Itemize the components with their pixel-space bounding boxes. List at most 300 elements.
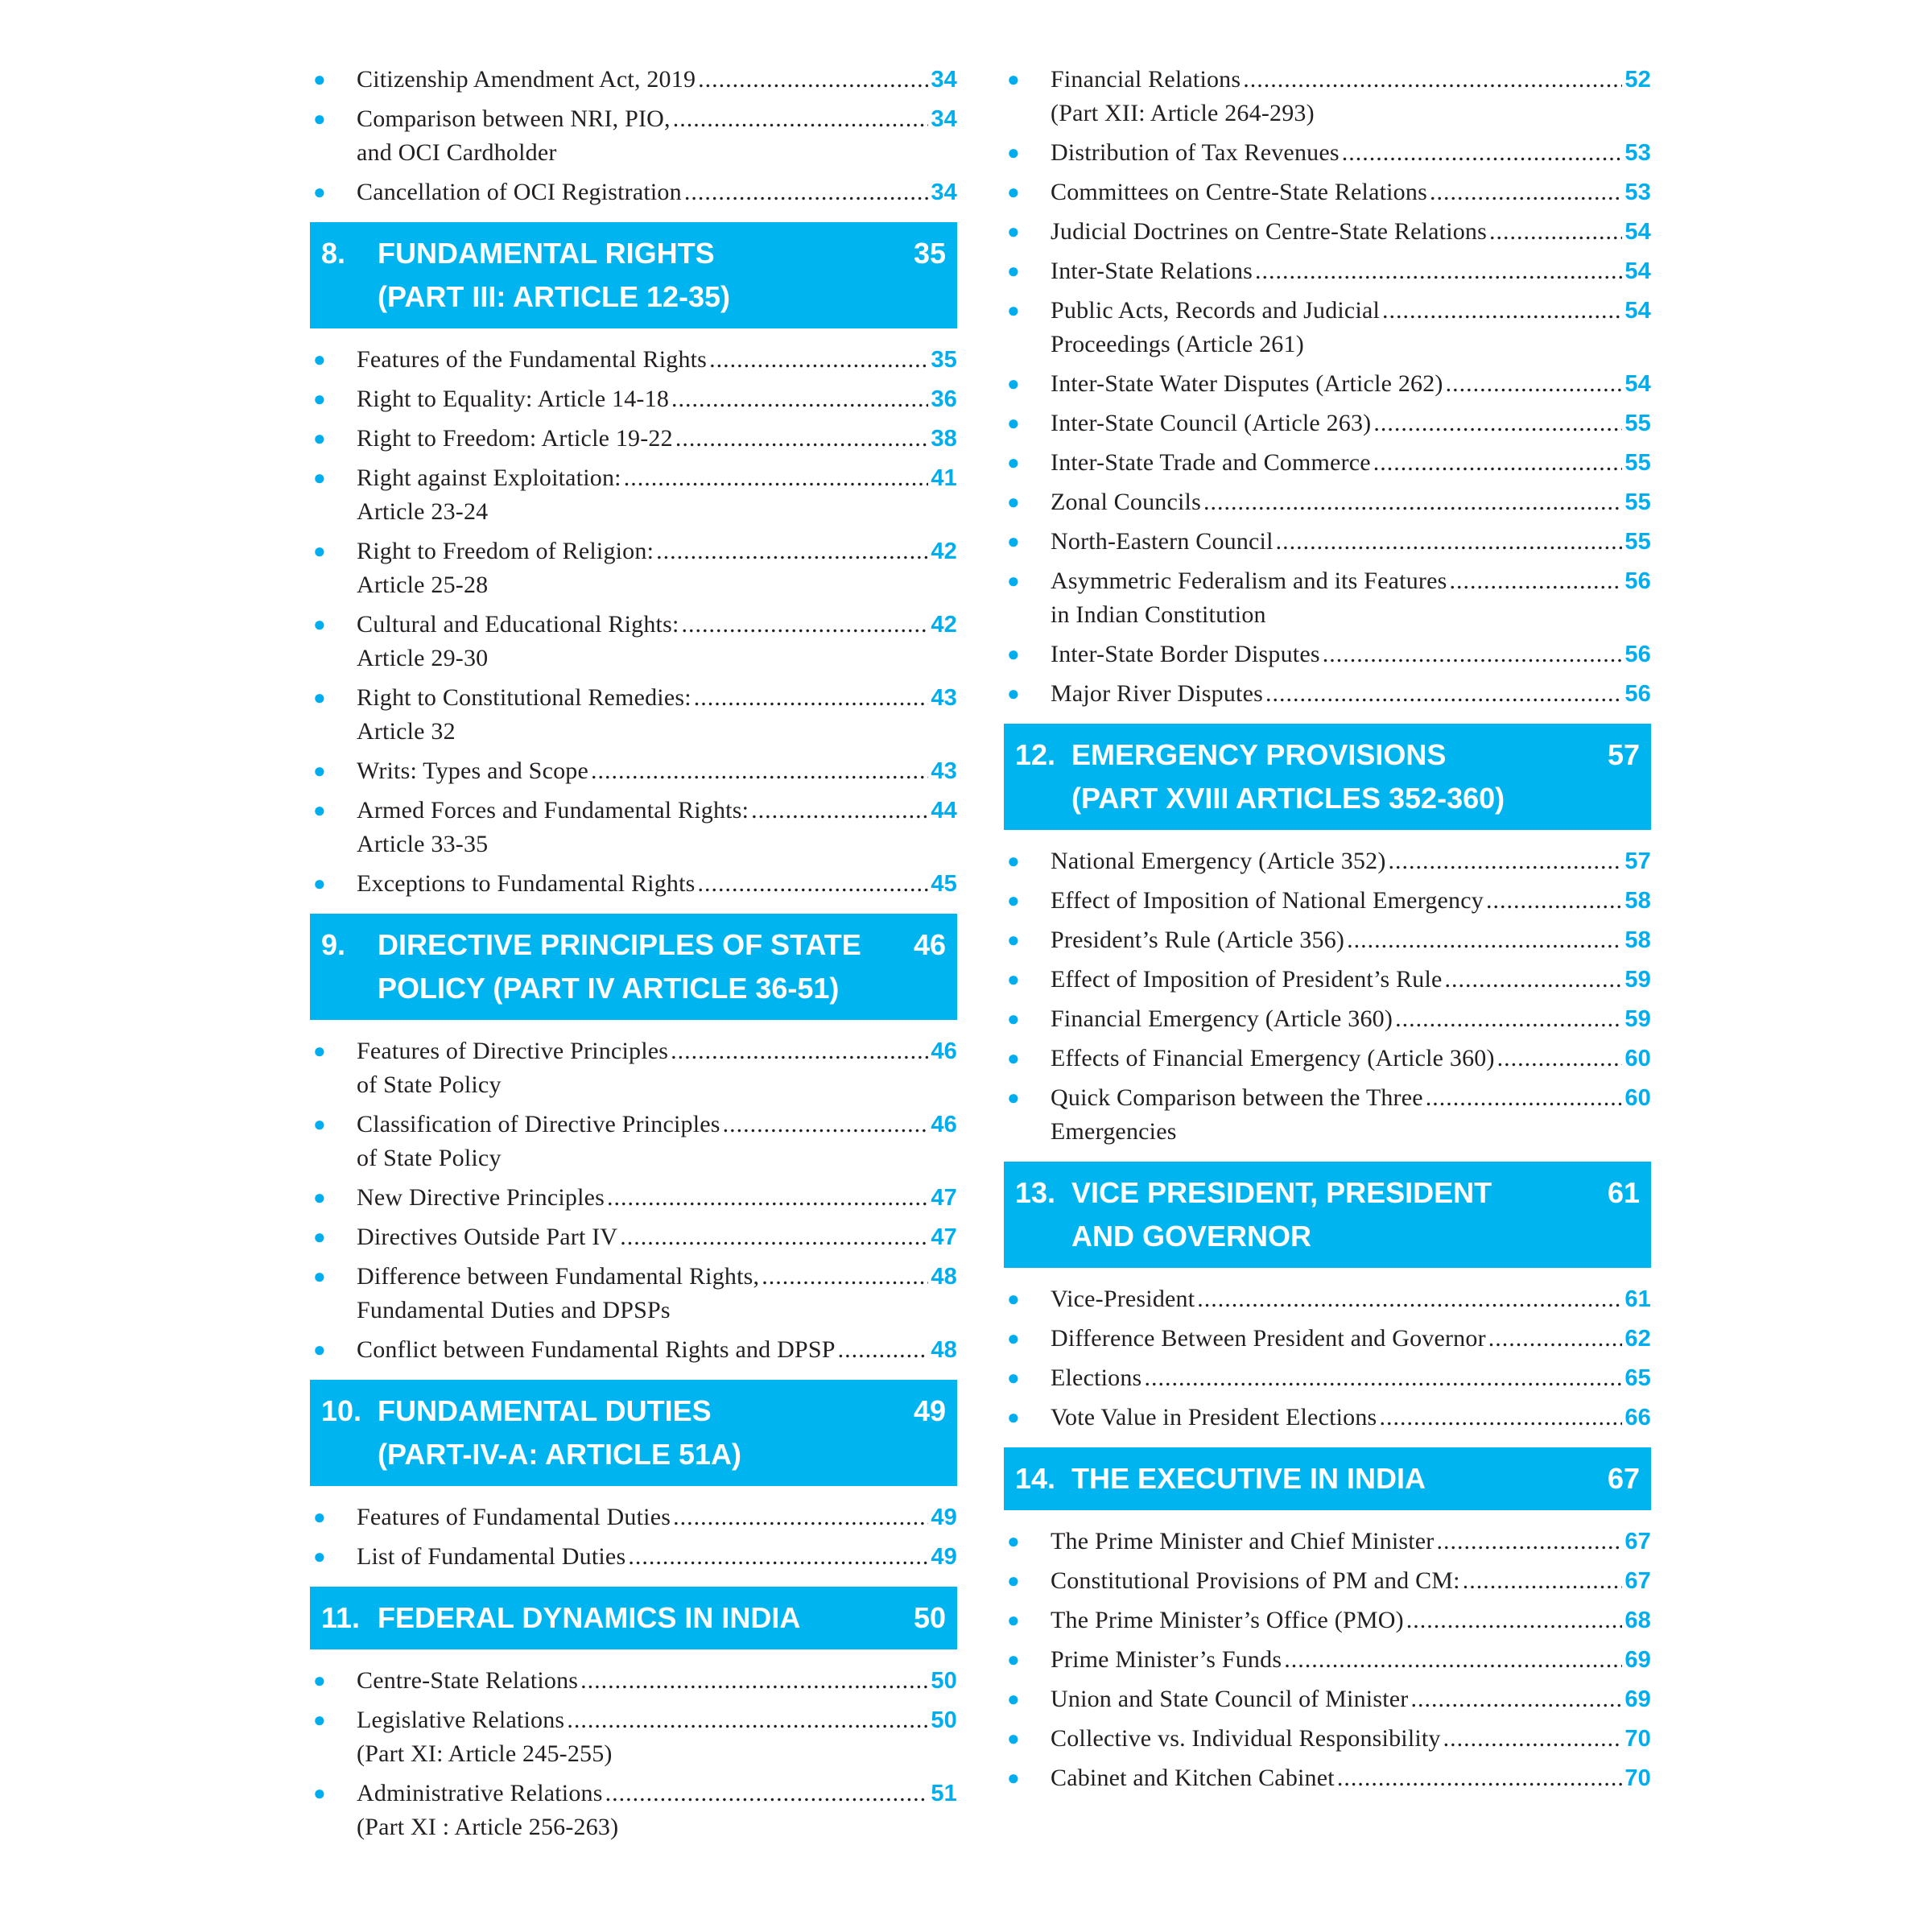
dot-leader <box>1347 923 1622 957</box>
toc-page-number: 35 <box>931 347 957 373</box>
toc-page-number: 66 <box>1624 1405 1651 1430</box>
chapter-page-number: 61 <box>1607 1176 1640 1209</box>
toc-entry-line <box>1051 1761 1651 1795</box>
toc-entry[interactable] <box>310 175 957 209</box>
chapter-title-line-1: EMERGENCY PROVISIONS <box>1071 738 1447 771</box>
chapter-title <box>1071 1171 1600 1258</box>
bullet-dot-icon: ● <box>313 613 326 636</box>
toc-entry-title: Right to Freedom: Article 19-22 <box>357 425 673 452</box>
dot-leader <box>1197 1282 1622 1316</box>
toc-entry[interactable] <box>310 535 957 602</box>
chapter-number: 10. <box>321 1394 362 1427</box>
toc-entry[interactable] <box>310 1260 957 1327</box>
dot-leader <box>1463 1564 1623 1598</box>
toc-entry-body <box>1051 1564 1651 1598</box>
bullet-dot-icon: ● <box>1007 1406 1020 1429</box>
chapter-title <box>378 1389 906 1476</box>
bullet-dot-icon: ● <box>313 539 326 563</box>
toc-entry[interactable] <box>310 867 957 901</box>
toc-entry-line <box>1051 1682 1651 1716</box>
toc-entry-body <box>357 63 957 97</box>
toc-entry-line <box>1051 1525 1651 1558</box>
toc-entry[interactable] <box>1004 923 1651 957</box>
toc-entry[interactable] <box>310 102 957 170</box>
dot-leader <box>1489 215 1622 249</box>
toc-entry[interactable] <box>310 1664 957 1698</box>
bullet-dot-icon: ● <box>1007 180 1020 204</box>
toc-entry-title: Armed Forces and Fundamental Rights: <box>357 797 749 824</box>
toc-entry[interactable] <box>1004 1604 1651 1637</box>
bullet-dot-icon: ● <box>1007 1007 1020 1030</box>
dot-leader <box>709 343 928 377</box>
toc-entry[interactable] <box>1004 215 1651 249</box>
toc-entry-title: Constitutional Provisions of PM and CM: <box>1051 1567 1460 1594</box>
toc-page-number: 54 <box>1624 298 1651 324</box>
toc-entry-line <box>1051 1564 1651 1598</box>
toc-entry-body <box>1051 1361 1651 1395</box>
toc-entry-subtitle: Emergencies <box>1051 1118 1177 1145</box>
toc-page-number: 69 <box>1624 1686 1651 1712</box>
toc-entry-line <box>357 535 957 568</box>
toc-entry-title: Financial Emergency (Article 360) <box>1051 1005 1393 1032</box>
toc-entry-line <box>1051 254 1651 288</box>
toc-entry-line <box>357 608 957 642</box>
chapter-title-line-1: FEDERAL DYNAMICS IN INDIA <box>378 1601 801 1634</box>
toc-column-left <box>310 63 957 1850</box>
toc-entry[interactable] <box>1004 175 1651 209</box>
toc-entry-title: Zonal Councils <box>1051 489 1201 515</box>
dot-leader <box>1497 1042 1623 1075</box>
toc-entry-body <box>1051 1761 1651 1795</box>
dot-leader <box>1488 1322 1623 1356</box>
dot-leader <box>1265 677 1622 711</box>
toc-page-number: 70 <box>1624 1765 1651 1791</box>
toc-entry-subtitle: Article 23-24 <box>357 498 489 525</box>
toc-entry-body <box>1051 1002 1651 1036</box>
toc-entry-title: Effects of Financial Emergency (Article 360) <box>1051 1045 1495 1071</box>
toc-entry-body <box>357 1220 957 1254</box>
chapter-title-line-2: (PART III: ARTICLE 12-35) <box>378 280 731 313</box>
toc-entry[interactable] <box>310 461 957 529</box>
toc-entry[interactable] <box>310 1220 957 1254</box>
dot-leader <box>1430 175 1622 209</box>
toc-entry-title: Union and State Council of Minister <box>1051 1686 1409 1712</box>
bullet-dot-icon: ● <box>313 1225 326 1249</box>
chapter-number: 14. <box>1015 1462 1056 1495</box>
toc-entry-body <box>1051 136 1651 170</box>
bullet-dot-icon: ● <box>1007 1046 1020 1070</box>
toc-page-number: 58 <box>1624 927 1651 953</box>
toc-entry[interactable] <box>1004 485 1651 519</box>
toc-entry[interactable] <box>310 1181 957 1215</box>
toc-entry-line <box>357 1703 957 1737</box>
toc-entry-line <box>357 1181 957 1215</box>
toc-entry-line <box>1051 1604 1651 1637</box>
toc-entry[interactable] <box>1004 1682 1651 1716</box>
toc-page-number: 67 <box>1624 1529 1651 1554</box>
toc-entry-line <box>1051 1081 1651 1115</box>
bullet-dot-icon: ● <box>313 1113 326 1136</box>
toc-entry[interactable] <box>1004 1401 1651 1435</box>
toc-page-number: 50 <box>931 1668 957 1694</box>
toc-entry-title: North-Eastern Council <box>1051 528 1274 555</box>
dot-leader <box>607 1181 928 1215</box>
dot-leader <box>1446 367 1623 401</box>
chapter-heading[interactable] <box>310 1380 957 1486</box>
toc-entry[interactable] <box>310 1540 957 1574</box>
toc-column-right <box>1004 63 1651 1801</box>
dot-leader <box>1410 1682 1622 1716</box>
toc-entry-title: Features of Fundamental Duties <box>357 1504 671 1530</box>
toc-entry-line <box>1051 677 1651 711</box>
toc-entry-line <box>357 1777 957 1810</box>
dot-leader <box>673 1501 928 1534</box>
toc-entry-line <box>1051 1002 1651 1036</box>
toc-entry-title: Inter-State Water Disputes (Article 262) <box>1051 370 1443 397</box>
chapter-title <box>1071 733 1600 820</box>
toc-entry-title: Vote Value in President Elections <box>1051 1404 1377 1430</box>
toc-entry-body <box>1051 1682 1651 1716</box>
bullet-dot-icon: ● <box>313 1186 326 1209</box>
toc-entry-line <box>1051 1401 1651 1435</box>
toc-page-number: 58 <box>1624 888 1651 914</box>
toc-page-number: 50 <box>931 1707 957 1733</box>
toc-entry-line <box>1051 525 1651 559</box>
toc-entry[interactable] <box>1004 446 1651 480</box>
toc-entry-subtitle: Proceedings (Article 261) <box>1051 331 1304 357</box>
toc-entry-line <box>1051 963 1651 997</box>
chapter-number: 8. <box>321 237 346 270</box>
chapter-number: 13. <box>1015 1176 1056 1209</box>
toc-entry-body <box>1051 677 1651 711</box>
toc-entry[interactable] <box>1004 1081 1651 1149</box>
chapter-heading[interactable] <box>310 1587 957 1649</box>
toc-entry-title: Comparison between NRI, PIO, <box>357 105 671 132</box>
toc-page-number: 57 <box>1624 848 1651 874</box>
dot-leader <box>591 754 928 788</box>
toc-entry-body <box>357 535 957 602</box>
toc-page-number: 46 <box>931 1038 957 1064</box>
dot-leader <box>671 382 928 416</box>
chapter-title-line-1: THE EXECUTIVE IN INDIA <box>1071 1462 1426 1495</box>
toc-entry[interactable] <box>1004 63 1651 130</box>
toc-entry-line <box>357 754 957 788</box>
toc-entry-title: Features of Directive Principles <box>357 1038 669 1064</box>
toc-page-number: 34 <box>931 180 957 205</box>
toc-entry[interactable] <box>310 1333 957 1367</box>
toc-entry[interactable] <box>310 794 957 861</box>
toc-entry-subtitle: Fundamental Duties and DPSPs <box>357 1297 671 1323</box>
bullet-dot-icon: ● <box>1007 68 1020 91</box>
toc-entry-body <box>1051 215 1651 249</box>
dot-leader <box>762 1260 928 1294</box>
toc-entry[interactable] <box>310 1777 957 1844</box>
bullet-dot-icon: ● <box>1007 1687 1020 1711</box>
toc-entry[interactable] <box>1004 254 1651 288</box>
toc-page-number: 54 <box>1624 219 1651 245</box>
toc-entry-body <box>1051 638 1651 671</box>
dot-leader <box>1486 884 1622 918</box>
toc-entry-title: Major River Disputes <box>1051 680 1263 707</box>
toc-entry-line <box>1051 446 1651 480</box>
toc-entry-line <box>1051 1322 1651 1356</box>
toc-entry[interactable] <box>1004 677 1651 711</box>
toc-entry-title: Right to Equality: Article 14-18 <box>357 386 670 412</box>
toc-entry-subtitle: (Part XII: Article 264-293) <box>1051 100 1315 126</box>
toc-entry-line <box>357 681 957 715</box>
toc-page-number: 49 <box>931 1505 957 1530</box>
dot-leader <box>1426 1081 1623 1115</box>
toc-page-number: 43 <box>931 685 957 711</box>
toc-entry-title: Exceptions to Fundamental Rights <box>357 870 696 897</box>
bullet-dot-icon: ● <box>1007 490 1020 514</box>
bullet-dot-icon: ● <box>313 466 326 489</box>
bullet-dot-icon: ● <box>313 1669 326 1692</box>
toc-entry-title: Classification of Directive Principles <box>357 1111 720 1137</box>
toc-entry-line <box>1051 294 1651 328</box>
toc-entry[interactable] <box>1004 136 1651 170</box>
toc-page-number: 48 <box>931 1337 957 1363</box>
toc-entry-line <box>357 422 957 456</box>
toc-entry-title: Inter-State Trade and Commerce <box>1051 449 1371 476</box>
toc-entry[interactable] <box>310 422 957 456</box>
chapter-title-line-2: (PART XVIII ARTICLES 352-360) <box>1071 782 1505 815</box>
chapter-number: 9. <box>321 928 346 961</box>
toc-page-number: 38 <box>931 426 957 452</box>
toc-entry-title: Directives Outside Part IV <box>357 1224 618 1250</box>
dot-leader <box>1337 1761 1623 1795</box>
toc-entry-body <box>1051 844 1651 878</box>
toc-entry-body <box>1051 1042 1651 1075</box>
chapter-heading[interactable] <box>1004 724 1651 830</box>
toc-entry-title: Inter-State Council (Article 263) <box>1051 410 1372 436</box>
toc-entry[interactable] <box>310 754 957 788</box>
chapter-page-number: 57 <box>1607 738 1640 771</box>
toc-entry[interactable] <box>1004 525 1651 559</box>
toc-entry[interactable] <box>1004 1643 1651 1677</box>
toc-page-number: 36 <box>931 386 957 412</box>
toc-entry-line <box>357 794 957 828</box>
bullet-dot-icon: ● <box>313 107 326 130</box>
toc-entry-body <box>357 1501 957 1534</box>
bullet-dot-icon: ● <box>313 180 326 204</box>
toc-entry-title: Centre-State Relations <box>357 1667 579 1694</box>
chapter-page-number: 49 <box>913 1394 946 1427</box>
toc-entry[interactable] <box>1004 638 1651 671</box>
toc-page-number: 62 <box>1624 1326 1651 1352</box>
bullet-dot-icon: ● <box>313 427 326 450</box>
toc-entry[interactable] <box>310 1703 957 1771</box>
toc-entry[interactable] <box>1004 884 1651 918</box>
toc-page-number: 68 <box>1624 1608 1651 1633</box>
toc-entry-subtitle: and OCI Cardholder <box>357 139 557 166</box>
toc-entry-body <box>357 1181 957 1215</box>
toc-entry-title: President’s Rule (Article 356) <box>1051 927 1345 953</box>
toc-entry[interactable] <box>1004 407 1651 440</box>
toc-page-number: 47 <box>931 1224 957 1250</box>
toc-entry-title: Asymmetric Federalism and its Features <box>1051 568 1447 594</box>
toc-page-number: 55 <box>1624 529 1651 555</box>
bullet-dot-icon: ● <box>1007 259 1020 283</box>
toc-entry-subtitle: of State Policy <box>357 1071 502 1098</box>
toc-page-number: 46 <box>931 1112 957 1137</box>
toc-entry-line <box>1051 485 1651 519</box>
toc-entry[interactable] <box>310 1108 957 1175</box>
toc-entry-title: Administrative Relations <box>357 1780 603 1806</box>
dot-leader <box>605 1777 929 1810</box>
toc-entry-title: Cabinet and Kitchen Cabinet <box>1051 1765 1335 1791</box>
chapter-title-line-1: DIRECTIVE PRINCIPLES OF STATE <box>378 928 861 961</box>
dot-leader <box>694 681 929 715</box>
toc-page-number: 42 <box>931 539 957 564</box>
toc-page-number: 53 <box>1624 140 1651 166</box>
bullet-dot-icon: ● <box>313 759 326 782</box>
chapter-heading[interactable] <box>1004 1162 1651 1268</box>
dot-leader <box>671 1034 928 1068</box>
dot-leader <box>682 608 929 642</box>
bullet-dot-icon: ● <box>313 1781 326 1805</box>
toc-page-number: 56 <box>1624 642 1651 667</box>
bullet-dot-icon: ● <box>1007 569 1020 592</box>
toc-entry-body <box>1051 367 1651 401</box>
toc-entry-title: Legislative Relations <box>357 1707 565 1733</box>
toc-entry[interactable] <box>310 1501 957 1534</box>
chapter-heading[interactable] <box>310 222 957 328</box>
dot-leader <box>620 1220 928 1254</box>
toc-entry[interactable] <box>1004 1564 1651 1598</box>
toc-entry-body <box>1051 1604 1651 1637</box>
toc-entry-line <box>1051 884 1651 918</box>
toc-entry[interactable] <box>310 63 957 97</box>
toc-entry-title: Inter-State Relations <box>1051 258 1253 284</box>
toc-entry-body <box>1051 63 1651 130</box>
dot-leader <box>1284 1643 1622 1677</box>
toc-page-number: 56 <box>1624 568 1651 594</box>
toc-entry-line <box>357 1664 957 1698</box>
toc-entry-body <box>1051 294 1651 361</box>
chapter-heading[interactable] <box>310 914 957 1020</box>
toc-entry-body <box>1051 175 1651 209</box>
toc-entry[interactable] <box>310 681 957 749</box>
toc-entry-title: Cultural and Educational Rights: <box>357 611 679 638</box>
toc-entry-body <box>357 1777 957 1844</box>
toc-entry[interactable] <box>310 608 957 675</box>
toc-entry-line <box>357 102 957 136</box>
toc-page-number: 70 <box>1624 1726 1651 1752</box>
toc-entry-title: Difference Between President and Governor <box>1051 1325 1486 1352</box>
toc-entry-line <box>1051 215 1651 249</box>
bullet-dot-icon: ● <box>313 686 326 709</box>
dot-leader <box>656 535 928 568</box>
toc-entry[interactable] <box>1004 1282 1651 1316</box>
bullet-dot-icon: ● <box>1007 1530 1020 1553</box>
toc-entry-body <box>357 1108 957 1175</box>
toc-entry[interactable] <box>1004 1761 1651 1795</box>
chapter-page-number: 67 <box>1607 1462 1640 1495</box>
toc-entry-line <box>1051 1282 1651 1316</box>
toc-entry[interactable] <box>310 382 957 416</box>
toc-entry-line <box>1051 638 1651 671</box>
toc-entry-body <box>1051 254 1651 288</box>
chapter-heading[interactable] <box>1004 1447 1651 1510</box>
toc-entry[interactable] <box>1004 294 1651 361</box>
bullet-dot-icon: ● <box>1007 451 1020 474</box>
toc-entry[interactable] <box>1004 963 1651 997</box>
toc-entry[interactable] <box>1004 844 1651 878</box>
toc-entry-title: Difference between Fundamental Rights, <box>357 1263 760 1290</box>
toc-entry-title: Cancellation of OCI Registration <box>357 179 682 205</box>
toc-entry[interactable] <box>1004 1042 1651 1075</box>
toc-page-number: 47 <box>931 1185 957 1211</box>
dot-leader <box>1342 136 1623 170</box>
toc-entry-body <box>357 1260 957 1327</box>
toc-page-number: 43 <box>931 758 957 784</box>
toc-entry-line <box>357 343 957 377</box>
toc-entry-body <box>357 1664 957 1698</box>
dot-leader <box>698 63 928 97</box>
toc-entry[interactable] <box>1004 1002 1651 1036</box>
bullet-dot-icon: ● <box>1007 1569 1020 1592</box>
toc-page-number: 42 <box>931 612 957 638</box>
chapter-number: 11. <box>321 1601 361 1634</box>
toc-page-number: 34 <box>931 106 957 132</box>
toc-page-number: 56 <box>1624 681 1651 707</box>
toc-page-number: 54 <box>1624 258 1651 284</box>
toc-entry[interactable] <box>1004 367 1651 401</box>
toc-entry[interactable] <box>1004 1361 1651 1395</box>
toc-entry-body <box>357 754 957 788</box>
toc-entry-body <box>357 867 957 901</box>
dot-leader <box>723 1108 929 1141</box>
toc-entry-body <box>1051 525 1651 559</box>
dot-leader <box>580 1664 928 1698</box>
toc-entry-line <box>1051 175 1651 209</box>
toc-entry[interactable] <box>310 1034 957 1102</box>
bullet-dot-icon: ● <box>313 872 326 895</box>
toc-entry-title: Public Acts, Records and Judicial <box>1051 297 1381 324</box>
toc-entry[interactable] <box>1004 564 1651 632</box>
toc-entry[interactable] <box>1004 1722 1651 1756</box>
dot-leader <box>1389 844 1623 878</box>
bullet-dot-icon: ● <box>1007 1327 1020 1350</box>
toc-entry[interactable] <box>1004 1525 1651 1558</box>
toc-entry-title: Citizenship Amendment Act, 2019 <box>357 66 696 93</box>
chapter-title <box>378 923 906 1010</box>
toc-entry-body <box>1051 407 1651 440</box>
toc-page-number: 54 <box>1624 371 1651 397</box>
dot-leader <box>1382 294 1622 328</box>
toc-entry-title: Committees on Centre-State Relations <box>1051 179 1427 205</box>
chapter-title <box>1071 1457 1600 1501</box>
bullet-dot-icon: ● <box>1007 220 1020 243</box>
toc-entry-line <box>1051 1643 1651 1677</box>
toc-entry-line <box>357 1540 957 1574</box>
toc-entry[interactable] <box>310 343 957 377</box>
bullet-dot-icon: ● <box>313 1505 326 1529</box>
toc-entry-title: Quick Comparison between the Three <box>1051 1084 1423 1111</box>
toc-entry-line <box>357 175 957 209</box>
toc-entry-body <box>1051 1322 1651 1356</box>
dot-leader <box>1243 63 1622 97</box>
bullet-dot-icon: ● <box>1007 411 1020 435</box>
toc-entry[interactable] <box>1004 1322 1651 1356</box>
bullet-dot-icon: ● <box>1007 1727 1020 1750</box>
toc-entry-subtitle: Article 29-30 <box>357 645 489 671</box>
dot-leader <box>1395 1002 1622 1036</box>
toc-entry-subtitle: Article 32 <box>357 718 456 745</box>
toc-entry-line <box>1051 1722 1651 1756</box>
dot-leader <box>628 1540 928 1574</box>
